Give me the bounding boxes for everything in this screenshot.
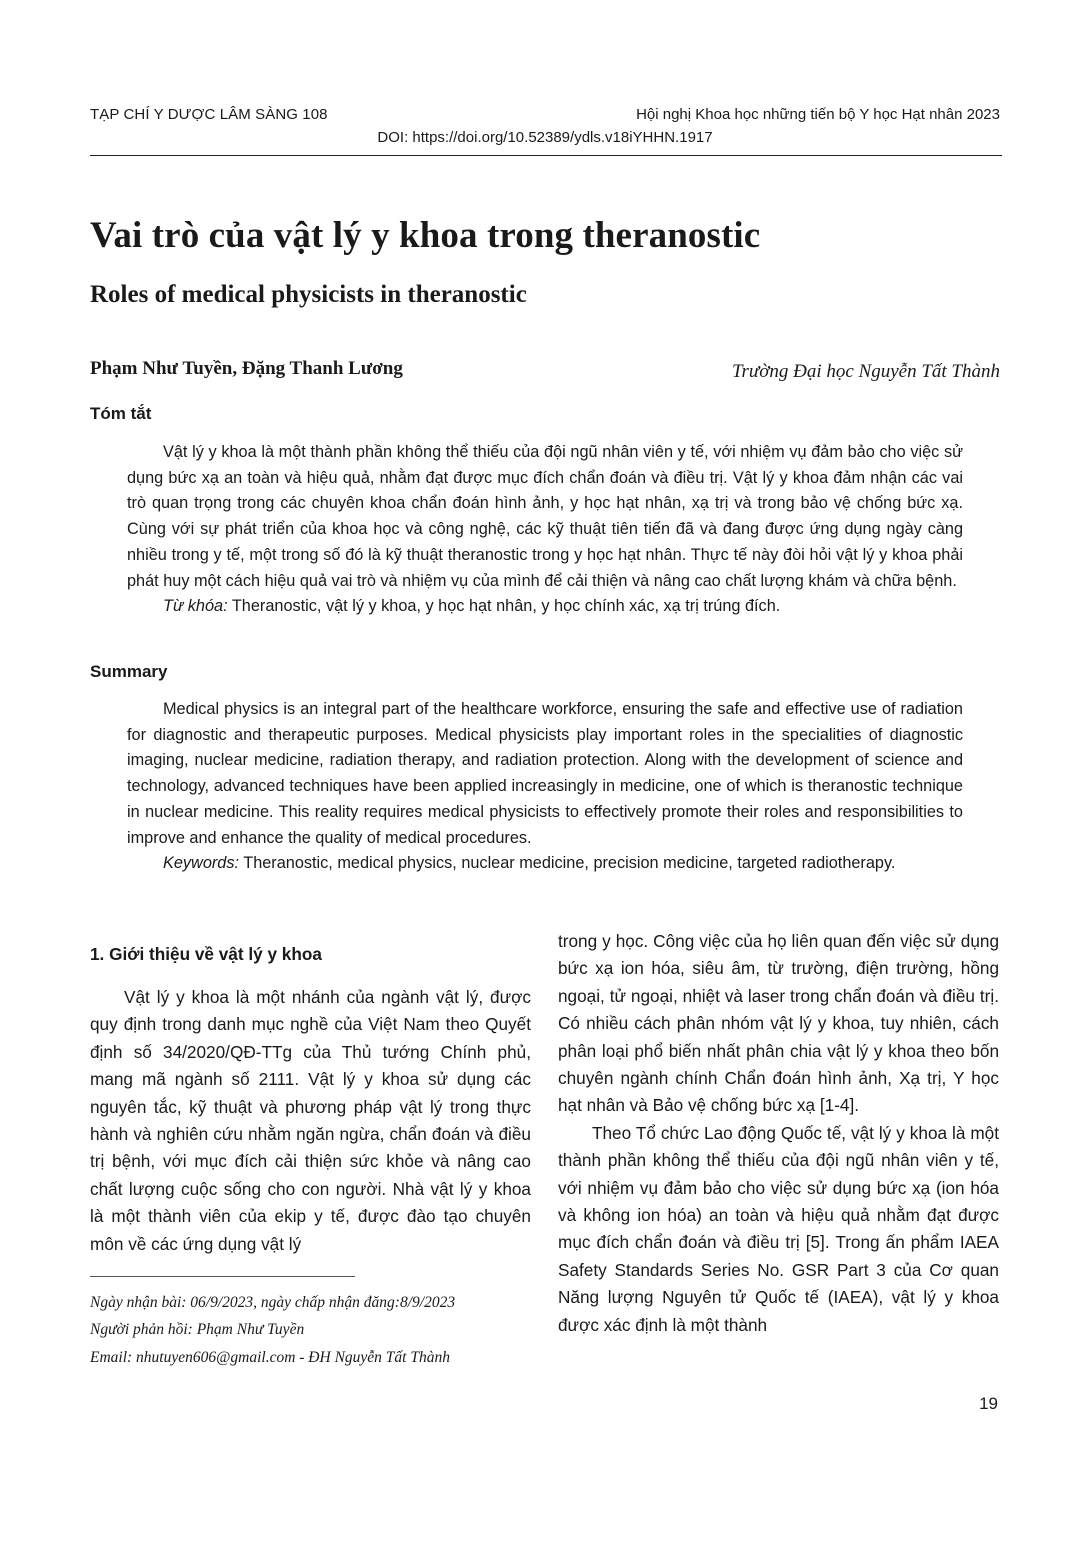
footnote-divider — [90, 1276, 355, 1277]
footnote-received: Ngày nhận bài: 06/9/2023, ngày chấp nhận đăng:8/9/2023 — [90, 1294, 456, 1311]
keywords-vi-label: Từ khóa: — [163, 597, 228, 616]
abstract-vi-body: Vật lý y khoa là một thành phần không thể thiếu của đội ngũ nhân viên y tế, với nhiệm vụ đảm bảo cho việc sử dụng bức xạ an toàn và hiệu quả, nhằm đạt được mục đích chẩn đoán và điều trị. Vật lý y khoa đảm nhận các vai trò quan trọng trong các chuyên khoa chẩn đoán hình ảnh, y học hạt nhân, xạ trị và trong bảo vệ chống bức xạ. Cùng với sự phát triển của khoa học và công nghệ, các kỹ thuật tiên tiến đã và đang được ứng dụng ngày càng nhiều trong y tế, một trong số đó là kỹ thuật theranostic trong y học hạt nhân. Thực tế này đòi hỏi vật lý y khoa phải phát huy một cách hiệu quả vai trò và nhiệm vụ của mình để cải thiện và nâng cao chất lượng khám và chữa bệnh. — [127, 443, 963, 590]
header-divider — [90, 155, 1002, 156]
authors: Phạm Như Tuyền, Đặng Thanh Lương — [90, 358, 403, 379]
abstract-en-heading: Summary — [90, 662, 168, 681]
article-title: Vai trò của vật lý y khoa trong theranostic — [90, 215, 761, 256]
abstract-en — [127, 697, 963, 877]
right-paragraph-1: trong y học. Công việc của họ liên quan đến việc sử dụng bức xạ ion hóa, siêu âm, từ trường, điện trường, hồng ngoại, tử ngoại, nhiệt và laser trong chẩn đoán và điều trị. Có nhiều cách phân nhóm vật lý y khoa, tuy nhiên, cách phân loại phổ biến nhất phân chia vật lý y khoa theo bốn chuyên ngành chính Chẩn đoán hình ảnh, Xạ trị, Y học hạt nhân và Bảo vệ chống bức xạ [1-4]. — [558, 931, 999, 1116]
left-paragraph: Vật lý y khoa là một nhánh của ngành vật lý, được quy định trong danh mục nghề của Việt Nam theo Quyết định số 34/2020/QĐ-TTg của Thủ tướng Chính phủ, mang mã ngành số 2111. Vật lý y khoa sử dụng các nguyên tắc, kỹ thuật và phương pháp vật lý trong thực hành và nghiên cứu nhằm ngăn ngừa, chẩn đoán và điều trị bệnh, với mục đích cải thiện sức khỏe và nâng cao chất lượng cuộc sống cho con người. Nhà vật lý y khoa là một thành viên của ekip y tế, được đào tạo chuyên môn về các ứng dụng vật lý — [90, 987, 531, 1254]
page-number: 19 — [979, 1394, 998, 1413]
footnote-responder: Người phản hồi: Phạm Như Tuyền — [90, 1321, 305, 1338]
abstract-en-body: Medical physics is an integral part of the healthcare workforce, ensuring the safe and effective use of radiation for diagnostic and therapeutic purposes. Medical physicists play important roles in the specialities of diagnostic imaging, nuclear medicine, radiation therapy, and radiation protection. Along with the development of science and technology, advanced techniques have been applied increasingly in medicine, one of which is theranostic technique in nuclear medicine. This reality requires medical physicists to effectively promote their roles and responsibilities to improve and enhance the quality of medical procedures. — [127, 700, 963, 847]
doi-line: DOI: https://doi.org/10.52389/ydls.v18iYHHN.1917 — [377, 129, 713, 146]
keywords-en-label: Keywords: — [163, 854, 240, 873]
section-1-heading: 1. Giới thiệu về vật lý y khoa — [90, 944, 322, 964]
affiliation: Trường Đại học Nguyễn Tất Thành — [731, 361, 1000, 382]
keywords-vi-text: Theranostic, vật lý y khoa, y học hạt nhân, y học chính xác, xạ trị trúng đích. — [227, 597, 781, 616]
right-column — [558, 928, 999, 1339]
abstract-en-keywords — [127, 851, 963, 877]
journal-name: TẠP CHÍ Y DƯỢC LÂM SÀNG 108 — [90, 106, 328, 123]
right-paragraph-2: Theo Tổ chức Lao động Quốc tế, vật lý y khoa là một thành phần không thể thiếu của đội ngũ nhân viên y tế, với nhiệm vụ đảm bảo cho việc sử dụng bức xạ (ion hóa và không ion hóa) an toàn và hiệu quả nhằm đạt được mục đích chẩn đoán và điều trị [5]. Trong ấn phẩm IAEA Safety Standards Series No. GSR Part 3 của Cơ quan Năng lượng Nguyên tử Quốc tế (IAEA), vật lý y khoa được xác định là một thành — [558, 1122, 999, 1335]
keywords-en-text: Theranostic, medical physics, nuclear medicine, precision medicine, targeted radiotherapy. — [239, 854, 896, 873]
abstract-vi — [127, 440, 963, 620]
abstract-vi-keywords — [127, 594, 963, 620]
left-column — [90, 984, 531, 1258]
footnote-email: Email: nhutuyen606@gmail.com - ĐH Nguyễn Tất Thành — [90, 1349, 450, 1366]
conference-name: Hội nghị Khoa học những tiến bộ Y học Hạt nhân 2023 — [636, 106, 1000, 123]
article-subtitle: Roles of medical physicists in theranostic — [90, 281, 527, 308]
abstract-vi-heading: Tóm tắt — [90, 404, 152, 423]
